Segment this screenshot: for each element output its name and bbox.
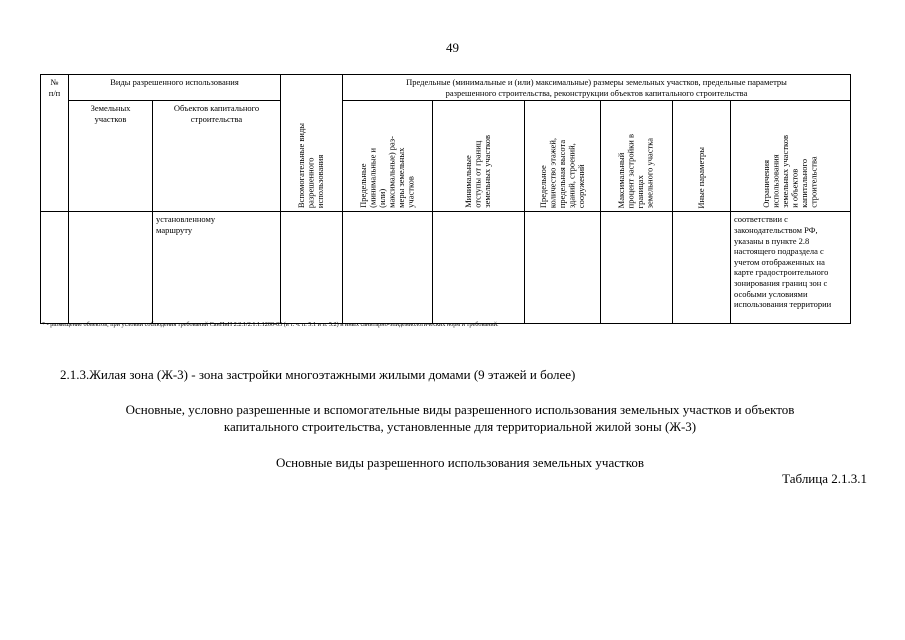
header-limits-text: Предельные (минимальные и (или) максимальные) размеры земельных участков, предельные параметры разрешенного строительства, реконструкции объектов капитального строительства	[406, 77, 787, 98]
header-restrictions-text: Ограничения использования земельных участков и объектов капитального строительства	[760, 135, 819, 209]
header-plot-sizes-text: Предельные (минимальные и (или) максимальные) раз- меры земельных участков	[357, 136, 416, 209]
header-land-plots	[69, 101, 153, 212]
header-types-group: Виды разрешенного использования	[69, 75, 281, 101]
page-number: 49	[446, 40, 459, 55]
header-floors-text: Предельное количество этажей, предельная высота зданий, строений, сооружений	[537, 138, 586, 209]
header-setbacks	[433, 101, 525, 212]
header-coverage	[601, 101, 673, 212]
header-num	[41, 75, 69, 212]
header-capital-objects	[153, 101, 281, 212]
cell-capital-objects-text: установленному маршруту	[156, 214, 216, 235]
header-floors	[525, 101, 601, 212]
header-capital-objects-text: Объектов капитального строительства	[173, 103, 260, 124]
table-row	[41, 212, 851, 324]
cell-land-plots	[69, 212, 153, 324]
header-auxiliary-text: Вспомогательные виды разрешенного использования	[296, 123, 326, 209]
land-use-table	[40, 74, 851, 324]
cell-restrictions	[731, 212, 851, 324]
header-land-plots-text: Земельных участков	[90, 103, 131, 124]
header-coverage-text: Максимальный процент застройки в границах земельного участка	[616, 133, 656, 209]
cell-num	[41, 212, 69, 324]
cell-restrictions-text: соответствии с законодательством РФ, указаны в пункте 2.8 настоящего подраздела с учетом отображенных на карте градостроительного зонирования границ зон с особыми условиями использования территории	[734, 214, 832, 310]
header-other	[673, 101, 731, 212]
section-heading: 2.1.3.Жилая зона (Ж-3) - зона застройки многоэтажными жилыми домами (9 этажей и более)	[60, 367, 576, 382]
cell-other	[673, 212, 731, 324]
header-limits-group	[343, 75, 851, 101]
header-other-text: Иные параметры	[695, 146, 706, 209]
header-num-text: № п/п	[48, 77, 61, 98]
cell-floors	[525, 212, 601, 324]
footnote: * - размещение объектов, при условии соблюдения требований СанПиН 2.2.1/2.1.1.1200-03 (в т. ч. п. 5.1 и п. 5.2) и иных санитарно-эпидемиологических норм и требований.	[42, 321, 499, 328]
table-subtitle: Основные виды разрешенного использования земельных участков	[276, 455, 644, 470]
header-restrictions	[731, 101, 851, 212]
cell-plot-sizes	[343, 212, 433, 324]
cell-capital-objects	[153, 212, 281, 324]
header-setbacks-text: Минимальные отступы от границ земельных участков	[463, 135, 493, 209]
cell-auxiliary	[281, 212, 343, 324]
table-caption: Таблица 2.1.3.1	[782, 471, 867, 486]
header-plot-sizes	[343, 101, 433, 212]
header-auxiliary	[281, 75, 343, 212]
intro-paragraph: Основные, условно разрешенные и вспомогательные виды разрешенного использования земельных участков и объектов капитального строительства, установленные для территориальной жилой зоны (Ж-3)	[125, 402, 795, 434]
cell-coverage	[601, 212, 673, 324]
cell-setbacks	[433, 212, 525, 324]
